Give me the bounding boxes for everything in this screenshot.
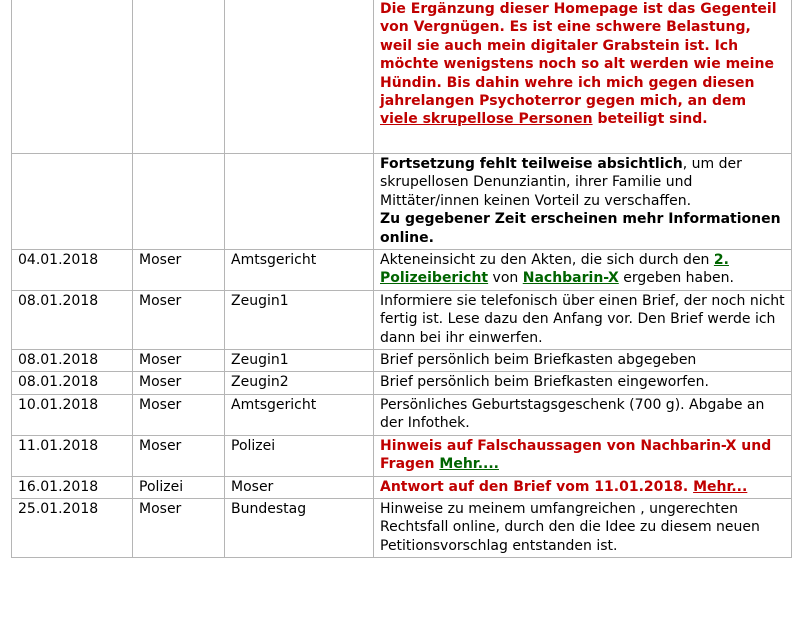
table-row <box>12 350 792 372</box>
nachbarin-x-link[interactable]: Nachbarin-X <box>522 270 619 287</box>
entry-text-part: ergeben haben. <box>618 270 734 287</box>
date-cell <box>12 154 133 250</box>
intro-text <box>374 0 792 154</box>
date-cell: 04.01.2018 <box>12 250 133 291</box>
date-cell: 08.01.2018 <box>12 350 133 372</box>
from-cell: Moser <box>133 394 225 435</box>
entry-text: Informiere sie telefonisch über einen Brief, der noch nicht fertig ist. Lese dazu den Anfang vor. Den Brief werde ich dann bei ihr einwerfen. <box>374 290 792 349</box>
date-cell: 25.01.2018 <box>12 498 133 557</box>
note-bold-lead: Fortsetzung fehlt teilweise absichtlich <box>380 156 683 172</box>
date-cell <box>12 0 133 154</box>
mehr-link[interactable]: Mehr.... <box>439 456 499 473</box>
entry-text: Hinweise zu meinem umfangreichen , ungerechten Rechtsfall online, durch den die Idee zu diesem neuen Petitionsvorschlag entstanden ist. <box>374 498 792 557</box>
to-cell: Amtsgericht <box>225 250 374 291</box>
to-cell: Zeugin2 <box>225 372 374 394</box>
date-cell: 08.01.2018 <box>12 372 133 394</box>
to-cell: Zeugin1 <box>225 290 374 349</box>
entry-red-text: Antwort auf den Brief vom 11.01.2018. <box>380 478 694 495</box>
skrupellose-personen-link[interactable]: viele skrupellose Personen <box>380 111 593 128</box>
to-cell: Polizei <box>225 435 374 476</box>
from-cell <box>133 0 225 154</box>
from-cell: Moser <box>133 498 225 557</box>
note-text <box>374 154 792 250</box>
from-cell: Moser <box>133 372 225 394</box>
entry-text <box>374 435 792 476</box>
table-row <box>12 372 792 394</box>
note-bold-tail: Zu gegebener Zeit erscheinen mehr Informationen online. <box>380 211 781 246</box>
polizeibericht-link[interactable]: 2. Polizeibericht <box>380 252 729 287</box>
table-row <box>12 435 792 476</box>
entry-text <box>374 476 792 498</box>
to-cell: Amtsgericht <box>225 394 374 435</box>
to-cell: Moser <box>225 476 374 498</box>
table-row <box>12 154 792 250</box>
from-cell <box>133 154 225 250</box>
date-cell: 11.01.2018 <box>12 435 133 476</box>
table-row <box>12 498 792 557</box>
entry-text <box>374 250 792 291</box>
date-cell: 10.01.2018 <box>12 394 133 435</box>
entry-text: Brief persönlich beim Briefkasten eingeworfen. <box>374 372 792 394</box>
from-cell: Moser <box>133 350 225 372</box>
entry-text: Brief persönlich beim Briefkasten abgegeben <box>374 350 792 372</box>
log-table <box>11 0 792 558</box>
mehr-link[interactable]: Mehr... <box>693 478 748 495</box>
entry-text: Persönliches Geburtstagsgeschenk (700 g). Abgabe an der Infothek. <box>374 394 792 435</box>
intro-text-body: Die Ergänzung dieser Homepage ist das Gegenteil von Vergnügen. Es ist eine schwere Belastung, weil sie auch mein digitaler Grabstein ist. Ich möchte wenigstens noch so alt werden wie meine Hündin. Bis dahin wehre ich mich gegen diesen jahrelangen Psychoterror gegen mich, an dem <box>380 1 777 110</box>
entry-text-part: Akteneinsicht zu den Akten, die sich durch den <box>380 252 714 269</box>
table-row <box>12 394 792 435</box>
to-cell <box>225 154 374 250</box>
table-row <box>12 476 792 498</box>
entry-text-part: von <box>488 270 523 287</box>
from-cell: Polizei <box>133 476 225 498</box>
to-cell <box>225 0 374 154</box>
table-row <box>12 0 792 154</box>
entry-red-text: Hinweis auf Falschaussagen von Nachbarin-X und Fragen <box>380 437 772 473</box>
date-cell: 08.01.2018 <box>12 290 133 349</box>
intro-text-end: beteiligt sind. <box>592 111 708 128</box>
from-cell: Moser <box>133 435 225 476</box>
table-row <box>12 250 792 291</box>
note-body: , um der skrupellosen Denunziantin, ihrer Familie und Mittäter/innen keinen Vorteil zu verschaffen. <box>380 156 742 209</box>
from-cell: Moser <box>133 290 225 349</box>
to-cell: Bundestag <box>225 498 374 557</box>
table-row <box>12 290 792 349</box>
to-cell: Zeugin1 <box>225 350 374 372</box>
from-cell: Moser <box>133 250 225 291</box>
date-cell: 16.01.2018 <box>12 476 133 498</box>
